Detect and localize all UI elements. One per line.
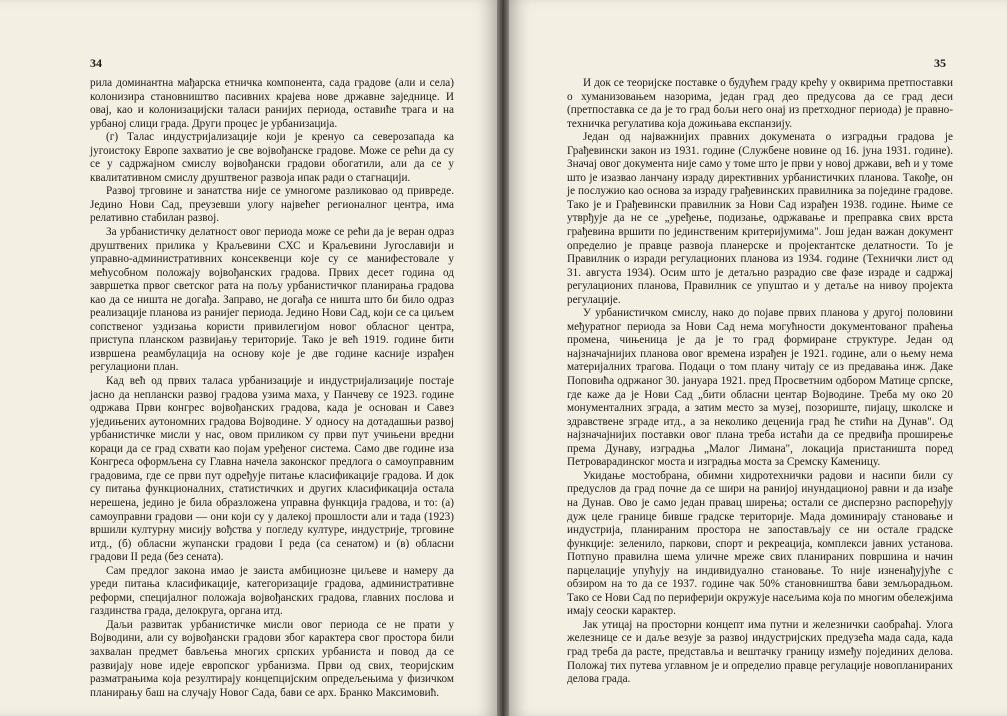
left-page [0, 0, 497, 716]
left-page-text [90, 77, 454, 700]
paragraph: Кад већ од првих таласа урбанизације и индустријализације постаје јасно да неплански развој градова узима маха, у Панчеву се 1923. године одржава Први конгрес војвођанских градова, када је основан и Савез уједињених аутономних градова Војводине. У односу на дотадашњи развој урбанистичке мисли у нас, овом приликом су први пут учињени вредни кораци да се град схвати као појам уређеног система. Само две године иза Конгреса оформљена су Главна начела законског предлога о самоуправним градовима, где се први пут одређује питање класификације градова. И док су питања функционалних, статистичких и других класификација остала нерешена, једино је била образложена управна функција градова, и то: (а) самоуправни градови — они који су у далекој прошлости али и тада (1923) вршили културну мисију вођства у погледу културе, индустрије, трговине итд., (б) обласни жупански градови I реда (са сенатом) и (в) обласни градови II реда (без сената). [90, 375, 454, 564]
book-gutter [497, 0, 509, 716]
paragraph: И док се теоријске поставке о будућем граду крећу у оквирима претпоставки о хуманизовањем назорима, један град део предусова да се град деси (претпоставка се да је то град бољи него онај из претходног периода) је правно-техничка регулатива која дожињава експанзију. [567, 77, 953, 130]
paragraph: Развој трговине и занатства није се умногоме разликовао од привреде. Једино Нови Сад, преузевши улогу највећег регионалног центра, има релативно стабилан развој. [90, 185, 454, 225]
paragraph: У урбанистичком смислу, нако до појаве првих планова у другој половини међуратног периода за Нови Сад нема могућности документованог праћења промена, чињеница је да је то град формиране структуре. Један од најзначајнијих планова овог времена израђен је 1921. године, али о њему нема материјалних трагова. Подаци о том плану читају се из предавања инж. Даке Поповића одржаног 30. јануара 1921. пред Просветним одбором Матице српске, где каже да је Нови Сад „бити обласни центар Војводине. Треба му око 20 монументалних зграда, а затим место за музеј, позориште, пијацу, школске и здравствене зграде итд., а за неколико деценија град ће стићи на Дунав". Од најзначајнијих поставки овог плана треба истаћи да се предвиђа проширење према Дунаву, изградња „Малог Лимана", локација пристаништа поред Петроварадинског моста и изградња моста за Сремску Каменицу. [567, 307, 953, 469]
paragraph: Сам предлог закона имао је заиста амбициозне циљеве и намеру да уреди питања класификације, категоризације градова, административне реформи, специјалног положаја војвођанских градова, главних послова и газдинства града, делокруга, органа итд. [90, 564, 454, 618]
page-number: 34 [90, 56, 102, 70]
paragraph: (г) Талас индустријализације који је кренуо са северозапада ка југоистоку Европе захватио је све војвођанске градове. Може се рећи да су се у садржајном смислу војвођански градови обогатили, али да се у квалитативном смислу друштвеног развоја ипак ради о стагнацији. [90, 131, 454, 184]
right-page [509, 0, 1007, 716]
right-page-text [567, 77, 953, 687]
paragraph: Даљи развитак урбанистичке мисли овог периода се не прати у Војводини, али су војвођански градови због карактера свог простора били захвалан предмет бављења многих српских урбаниста и повод да се развијају нове идеје европског урбанизма. Први од свих, теоријским разматрањима која резултирају концепцијским опредељењима у физичком планирању баш на случају Новог Сада, бави се арх. Бранко Максимовић. [90, 618, 454, 699]
paragraph: рила доминантна мађарска етничка компонента, сада градове (али и села) колонизира становништво пасивних крајева нове државне заједнице. И овај, као и колонизацијски таласи ранијих периода, оставиће трага и на урбаној слици града. Други процес је урбанизација. [90, 77, 454, 130]
paragraph: Јак утицај на просторни концепт има путни и железнички саобраћај. Улога железнице се и даље везује за развој индустријских предузећа мада сада, када град треба да расте, представља и вештачку границу између појединих делова. Положај тих путева углавном је и определио правце регулације новопланираних делова града. [567, 618, 953, 686]
paragraph: За урбанистичку делатност овог периода може се рећи да је веран одраз друштвених прилика у Краљевини СХС и Краљевини Југославији и управно-административних консеквенци које су се манифестовале у мећусобном положају војвођанских градова. Првих десет година од завршетка првог светског рата на пољу урбанистичког планирања градова као да се ништа не догађа. Заправо, не догађа се ништа што би било одраз реализације планова из ранијег периода. Једино Нови Сад, који се са циљем сопственог уздизања користи привилегијом новог обласног центра, приступа планском развијању територије. Тако је већ 1919. године бити извршена реамбулација на основу које је две године касније израђен регулациони план. [90, 226, 454, 374]
paragraph: Укидање мостобрана, обимни хидротехнички радови и насипи били су предуслов да град почне да се шири на ранијој инундационој равни и да изађе на Дунав. Ово је само један правац ширења; остали се дисперзно распоређују дуж целе границе бивше градске територије. Мада доминирају становање и индустрија, планираним простора не запостављају се ни остале градске функције: зеленило, паркови, спорт и рекреација, комплекси јавних установа. Потпуно правилна шема уличне мреже свих планираних површина и начин парцелације упућују на индивидуално становање. То није изненађујуће с обзиром на то да се 1937. године чак 50% становништва бави земљорадњом. Тако се Нови Сад по периферији окружује насељима која по многим обележјима имају сеоски карактер. [567, 469, 953, 618]
paragraph: Један од најважнијих правних докумената о изградњи градова је Грађевински закон из 1931. године (Службене новине од 16. јуна 1931. године). Значај овог документа није само у томе што је први у новој држави, већ и у томе што је изазвао ланчану израду директивних урбанистичких планова. Такође, он је послужио као основа за израду грађевинских правилника за поједине градове. Тако је и Грађевински правилник за Нови Сад израђен 1938. године. Њиме се утврђује да не се „уређење, подизање, одржавање и преправка свих врста грађевина вршити по јединственим критеријумима". Још један важан документ определио је правце развоја планерске и пројектантске делатности. То је Правилник о изради регулационих планова из 1934. године (Технички лист од 31. августа 1934). Осим што је детаљно разрадио све фазе израде и садржај регулационих планова, Правилник се упуштао и у детаље на нивоу пројекта регулације. [567, 131, 953, 306]
page-number: 35 [934, 56, 946, 70]
